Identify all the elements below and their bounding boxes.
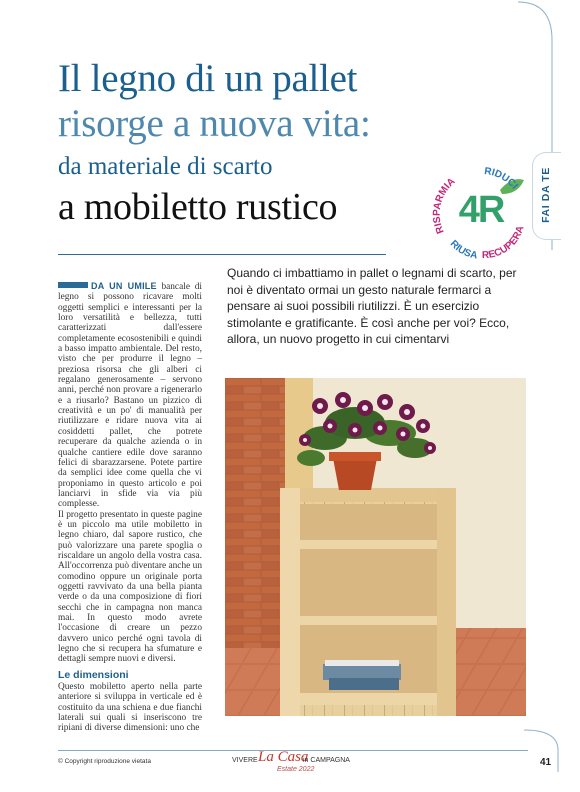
subhead-dimensions: Le dimensioni [58,668,129,681]
magazine-suffix: in CAMPAGNA [303,757,350,764]
section-tab-label-wrap [532,152,560,238]
lead-in: DA UN UMILE [91,281,157,291]
intro-paragraph: Quando ci imbattiamo in pallet o legnami di scarto, per noi è diventato ormai un gesto naturale fermarci a pensare ai suoi possibili riutilizzi. È un esercizio stimolante e gratificante. È così anche per voi? Ecco, allora, un nuovo progetto in cui cimentarvi [227,266,517,346]
headline-rule [58,254,386,255]
body-column [58,281,202,734]
issue-label: Estate 2022 [277,766,315,773]
body-paragraph-3: Questo mobiletto aperto nella parte anteriore si sviluppa in verticale ed è costituito da una schiena e due fianchi laterali sui quali si inseriscono tre ripiani di diverse dimensioni: uno che [58,682,202,734]
svg-text:RIUSA [448,238,479,261]
headline-line-2: risorge a nuova vita: [58,102,371,145]
section-tab-label: FAI DA TE [540,167,553,223]
body-paragraph-1-text: bancale di legno si possono ricavare molti oggetti semplici e interessanti per la loro versatilità e bellezza, tutti caratterizzati dall'essere completamente ecosostenibili e quindi a basso impatto ambientale. Del resto, visto che per produrre il legno – preziosa risorsa che gli alberi ci regalano generosamente – servono anni, perché non provare a rigenerarlo e a riusarlo? Bastano un pizzico di creatività e un po' di manualità per riutilizzare e ridare nuova vita ai cosiddetti pallet, che potrete recuperare da qualche azienda o in qualche cantiere edile dove saranno felici di sbarazzarsene. Potete partire da semplici idee come quella che vi proponiamo in questo articolo e poi lanciarvi in sfide via via più complesse. [58,282,202,510]
copyright-notice: © Copyright riproduzione vietata [58,758,151,765]
badge-word-1: RISPARMIA [432,176,458,236]
badge-word-2: RIDUCI [483,165,520,192]
photo-pallet-cabinet [225,378,526,716]
magazine-logo: La Casa [258,749,309,765]
headline-line-1: Il legno di un pallet [58,57,358,100]
badge-word-3: RIUSA [447,238,479,262]
body-paragraph-2: Il progetto presentato in queste pagine è un piccolo ma utile mobiletto in legno chiaro, dal sapore rustico, che può valorizzare una parete spoglia o riscaldare un angolo della vostra casa. All'occorrenza può diventare anche un comodino oppure un originale porta oggetti ravvivato da una bella pianta verde o da una composizione di fiori secchi che in campagna non manca mai. In questo modo avrete l'occasione di creare un pezzo davvero unico perché ogni tavola di legno che si recupera ha sfumature e dettagli sempre nuovi e diversi. [58,509,202,665]
body-paragraph-1 [58,281,202,510]
headline-line-4: a mobiletto rustico [58,186,338,228]
lead-bar [58,282,88,288]
badge-4r-mark: 4R [458,189,504,231]
headline-subtitle: da materiale di scarto [58,153,273,180]
magazine-prefix: VIVERE [232,757,258,764]
page-number: 41 [540,757,552,768]
badge-word-4: RECUPERA [481,224,527,262]
